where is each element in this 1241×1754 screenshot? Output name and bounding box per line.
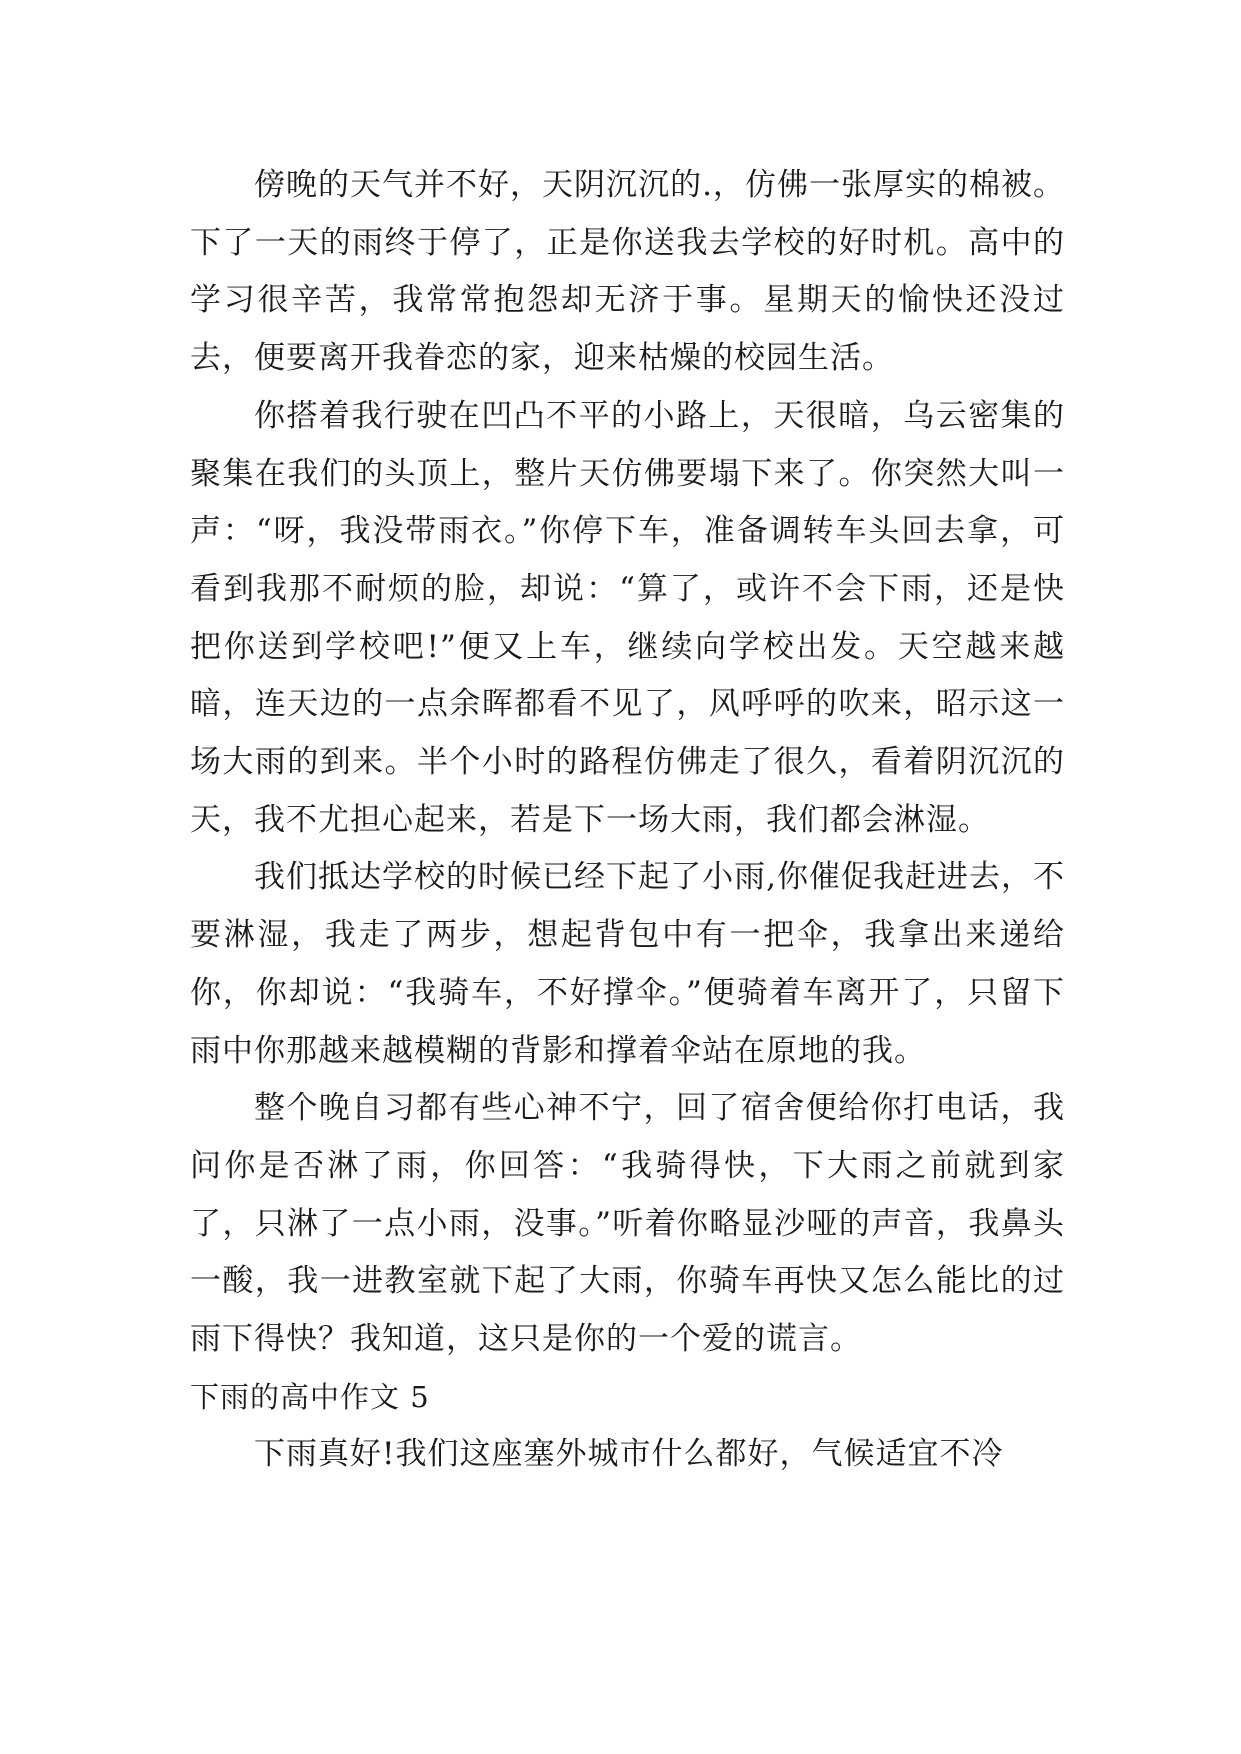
paragraph-4: 整个晚自习都有些心神不宁，回了宿舍便给你打电话，我问你是否淋了雨，你回答：“我骑得快，下大雨之前就到家了，只淋了一点小雨，没事。”听着你略显沙哑的声音，我鼻头一酸，我一进教室就下起了大雨，你骑车再快又怎么能比的过雨下得快？我知道，这只是你的一个爱的谎言。 <box>190 1090 1065 1358</box>
paragraph-3: 我们抵达学校的时候已经下起了小雨,你催促我赶进去，不要淋湿，我走了两步，想起背包中有一把伞，我拿出来递给你，你却说：“我骑车，不好撑伞。”便骑着车离开了，只留下雨中你那越来越模糊的背影和撑着伞站在原地的我。 <box>190 859 1065 1069</box>
paragraph-5: 下雨真好!我们这座塞外城市什么都好，气候适宜不冷 <box>254 1436 1004 1473</box>
paragraph-2: 你搭着我行驶在凹凸不平的小路上，天很暗，乌云密集的聚集在我们的头顶上，整片天仿佛要塌下来了。你突然大叫一声：“呀，我没带雨衣。”你停下车，准备调转车头回去拿，可看到我那不耐烦的脸，却说：“算了，或许不会下雨，还是快把你送到学校吧!”便又上车，继续向学校出发。天空越来越暗，连天边的一点余晖都看不见了，风呼呼的吹来，昭示这一场大雨的到来。半个小时的路程仿佛走了很久，看着阴沉沉的天，我不尤担心起来，若是下一场大雨，我们都会淋湿。 <box>190 397 1065 838</box>
document-body <box>190 157 1065 1484</box>
section-heading: 下雨的高中作文 5 <box>190 1379 430 1414</box>
paragraph-1: 傍晚的天气并不好，天阴沉沉的.，仿佛一张厚实的棉被。下了一天的雨终于停了，正是你送我去学校的好时机。高中的学习很辛苦，我常常抱怨却无济于事。星期天的愉快还没过去，便要离开我眷恋的家，迎来枯燥的校园生活。 <box>190 167 1065 377</box>
